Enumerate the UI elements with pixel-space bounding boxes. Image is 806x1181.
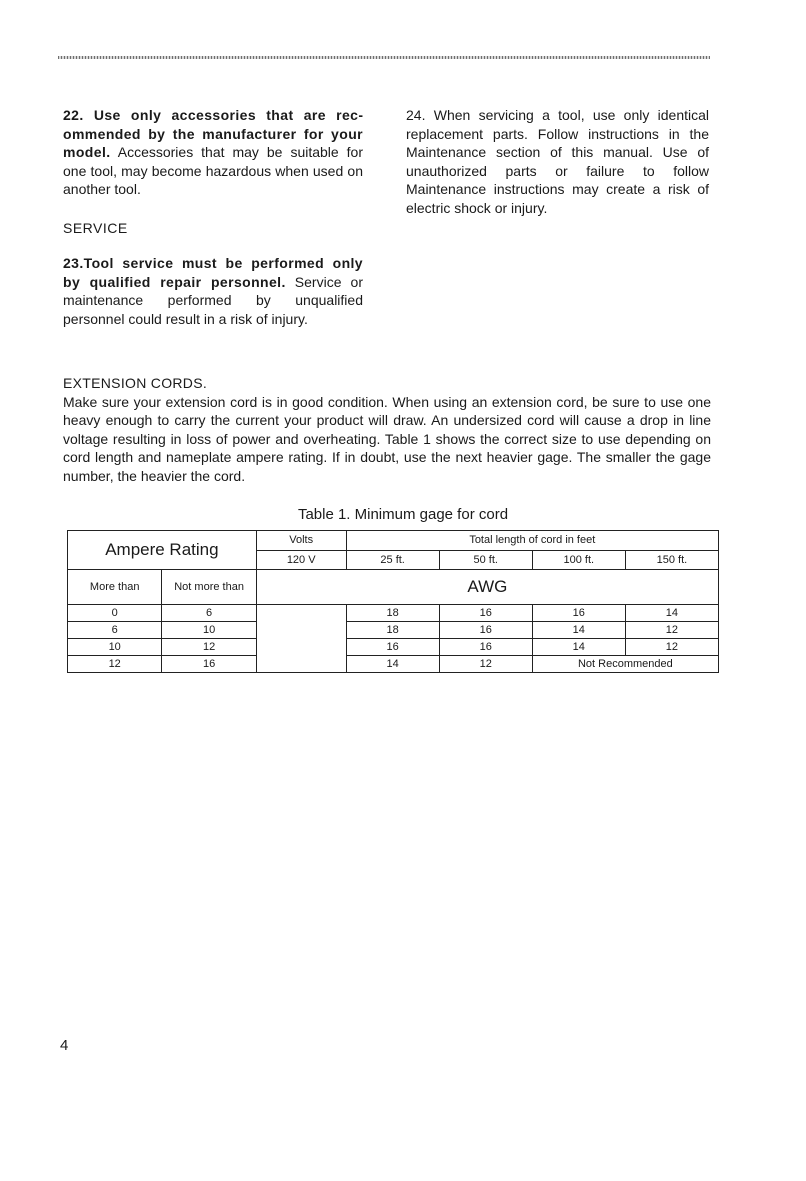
table-row <box>68 656 719 673</box>
gage-cell: 18 <box>346 605 439 622</box>
length-150ft: 150 ft. <box>625 550 718 570</box>
item-22-body: Accessories that may be suitable for one tool, may become hazardous when used on another tool. <box>63 144 363 197</box>
table-row <box>68 622 719 639</box>
item-23-lead: 23.Tool service must be performed only by qualified repair personnel. <box>63 255 363 290</box>
gage-cell: 16 <box>439 639 532 656</box>
table-header-row-3 <box>68 570 719 605</box>
gage-cell: 12 <box>625 639 718 656</box>
volts-value: 120 V <box>256 550 346 570</box>
more-than-cell: 10 <box>68 639 162 656</box>
not-more-than-header: Not more than <box>162 570 256 605</box>
page-number: 4 <box>60 1037 69 1054</box>
not-more-than-cell: 10 <box>162 622 256 639</box>
gage-cell: 14 <box>625 605 718 622</box>
item-23-body: Service or maintenance performed by unqualified personnel could result in a risk of injury. <box>63 273 363 327</box>
item-24: 24. When servicing a tool, use only identical replacement parts. Follow instructions in the Maintenance section of this manual. Use of unauthorized parts or failure to follow Maintenance instructions may create a risk of electric shock or injury. <box>406 107 709 216</box>
extension-cords-heading: EXTENSION CORDS. <box>63 375 208 391</box>
not-more-than-cell: 16 <box>162 656 256 673</box>
ampere-rating-header: Ampere Rating <box>68 531 257 570</box>
more-than-cell: 12 <box>68 656 162 673</box>
item-23 <box>63 254 363 328</box>
not-recommended-cell: Not Recommended <box>532 656 718 673</box>
gage-cell: 16 <box>439 605 532 622</box>
item-22 <box>63 106 363 199</box>
volts-blank-cell <box>256 605 346 673</box>
more-than-header: More than <box>68 570 162 605</box>
gage-cell: 16 <box>346 639 439 656</box>
gage-cell: 16 <box>532 605 625 622</box>
awg-header: AWG <box>256 570 718 605</box>
right-column <box>406 106 709 217</box>
gage-cell: 12 <box>439 656 532 673</box>
not-more-than-cell: 12 <box>162 639 256 656</box>
table-caption: Table 1. Minimum gage for cord <box>297 506 509 523</box>
length-50ft: 50 ft. <box>439 550 532 570</box>
length-100ft: 100 ft. <box>532 550 625 570</box>
header-rule <box>58 56 710 59</box>
gage-cell: 14 <box>532 622 625 639</box>
left-column <box>63 106 363 328</box>
gage-cell: 14 <box>346 656 439 673</box>
service-heading: SERVICE <box>63 219 128 236</box>
gage-cell: 18 <box>346 622 439 639</box>
gage-cell: 16 <box>439 622 532 639</box>
more-than-cell: 6 <box>68 622 162 639</box>
extension-cords-body: Make sure your extension cord is in good condition. When using an extension cord, be sure to use one heavy enough to carry the current your product will draw. An undersized cord will cause a drop in line voltage resulting in loss of power and overheating. Table 1 shows the correct size to use depending on cord length and nameplate ampere rating. If in doubt, use the next heavier gage. The smaller the gage number, the heavier the cord. <box>63 393 711 484</box>
total-length-header: Total length of cord in feet <box>346 531 718 551</box>
table-header-row-1 <box>68 531 719 551</box>
table-row <box>68 639 719 656</box>
extension-cords-section <box>63 374 711 485</box>
volts-header: Volts <box>256 531 346 551</box>
gage-cell: 12 <box>625 622 718 639</box>
gage-table <box>67 530 719 673</box>
table-row <box>68 605 719 622</box>
item-22-lead: 22. Use only accessories that are recommended by the manufacturer for your model. <box>63 107 363 160</box>
length-25ft: 25 ft. <box>346 550 439 570</box>
more-than-cell: 0 <box>68 605 162 622</box>
gage-cell: 14 <box>532 639 625 656</box>
not-more-than-cell: 6 <box>162 605 256 622</box>
